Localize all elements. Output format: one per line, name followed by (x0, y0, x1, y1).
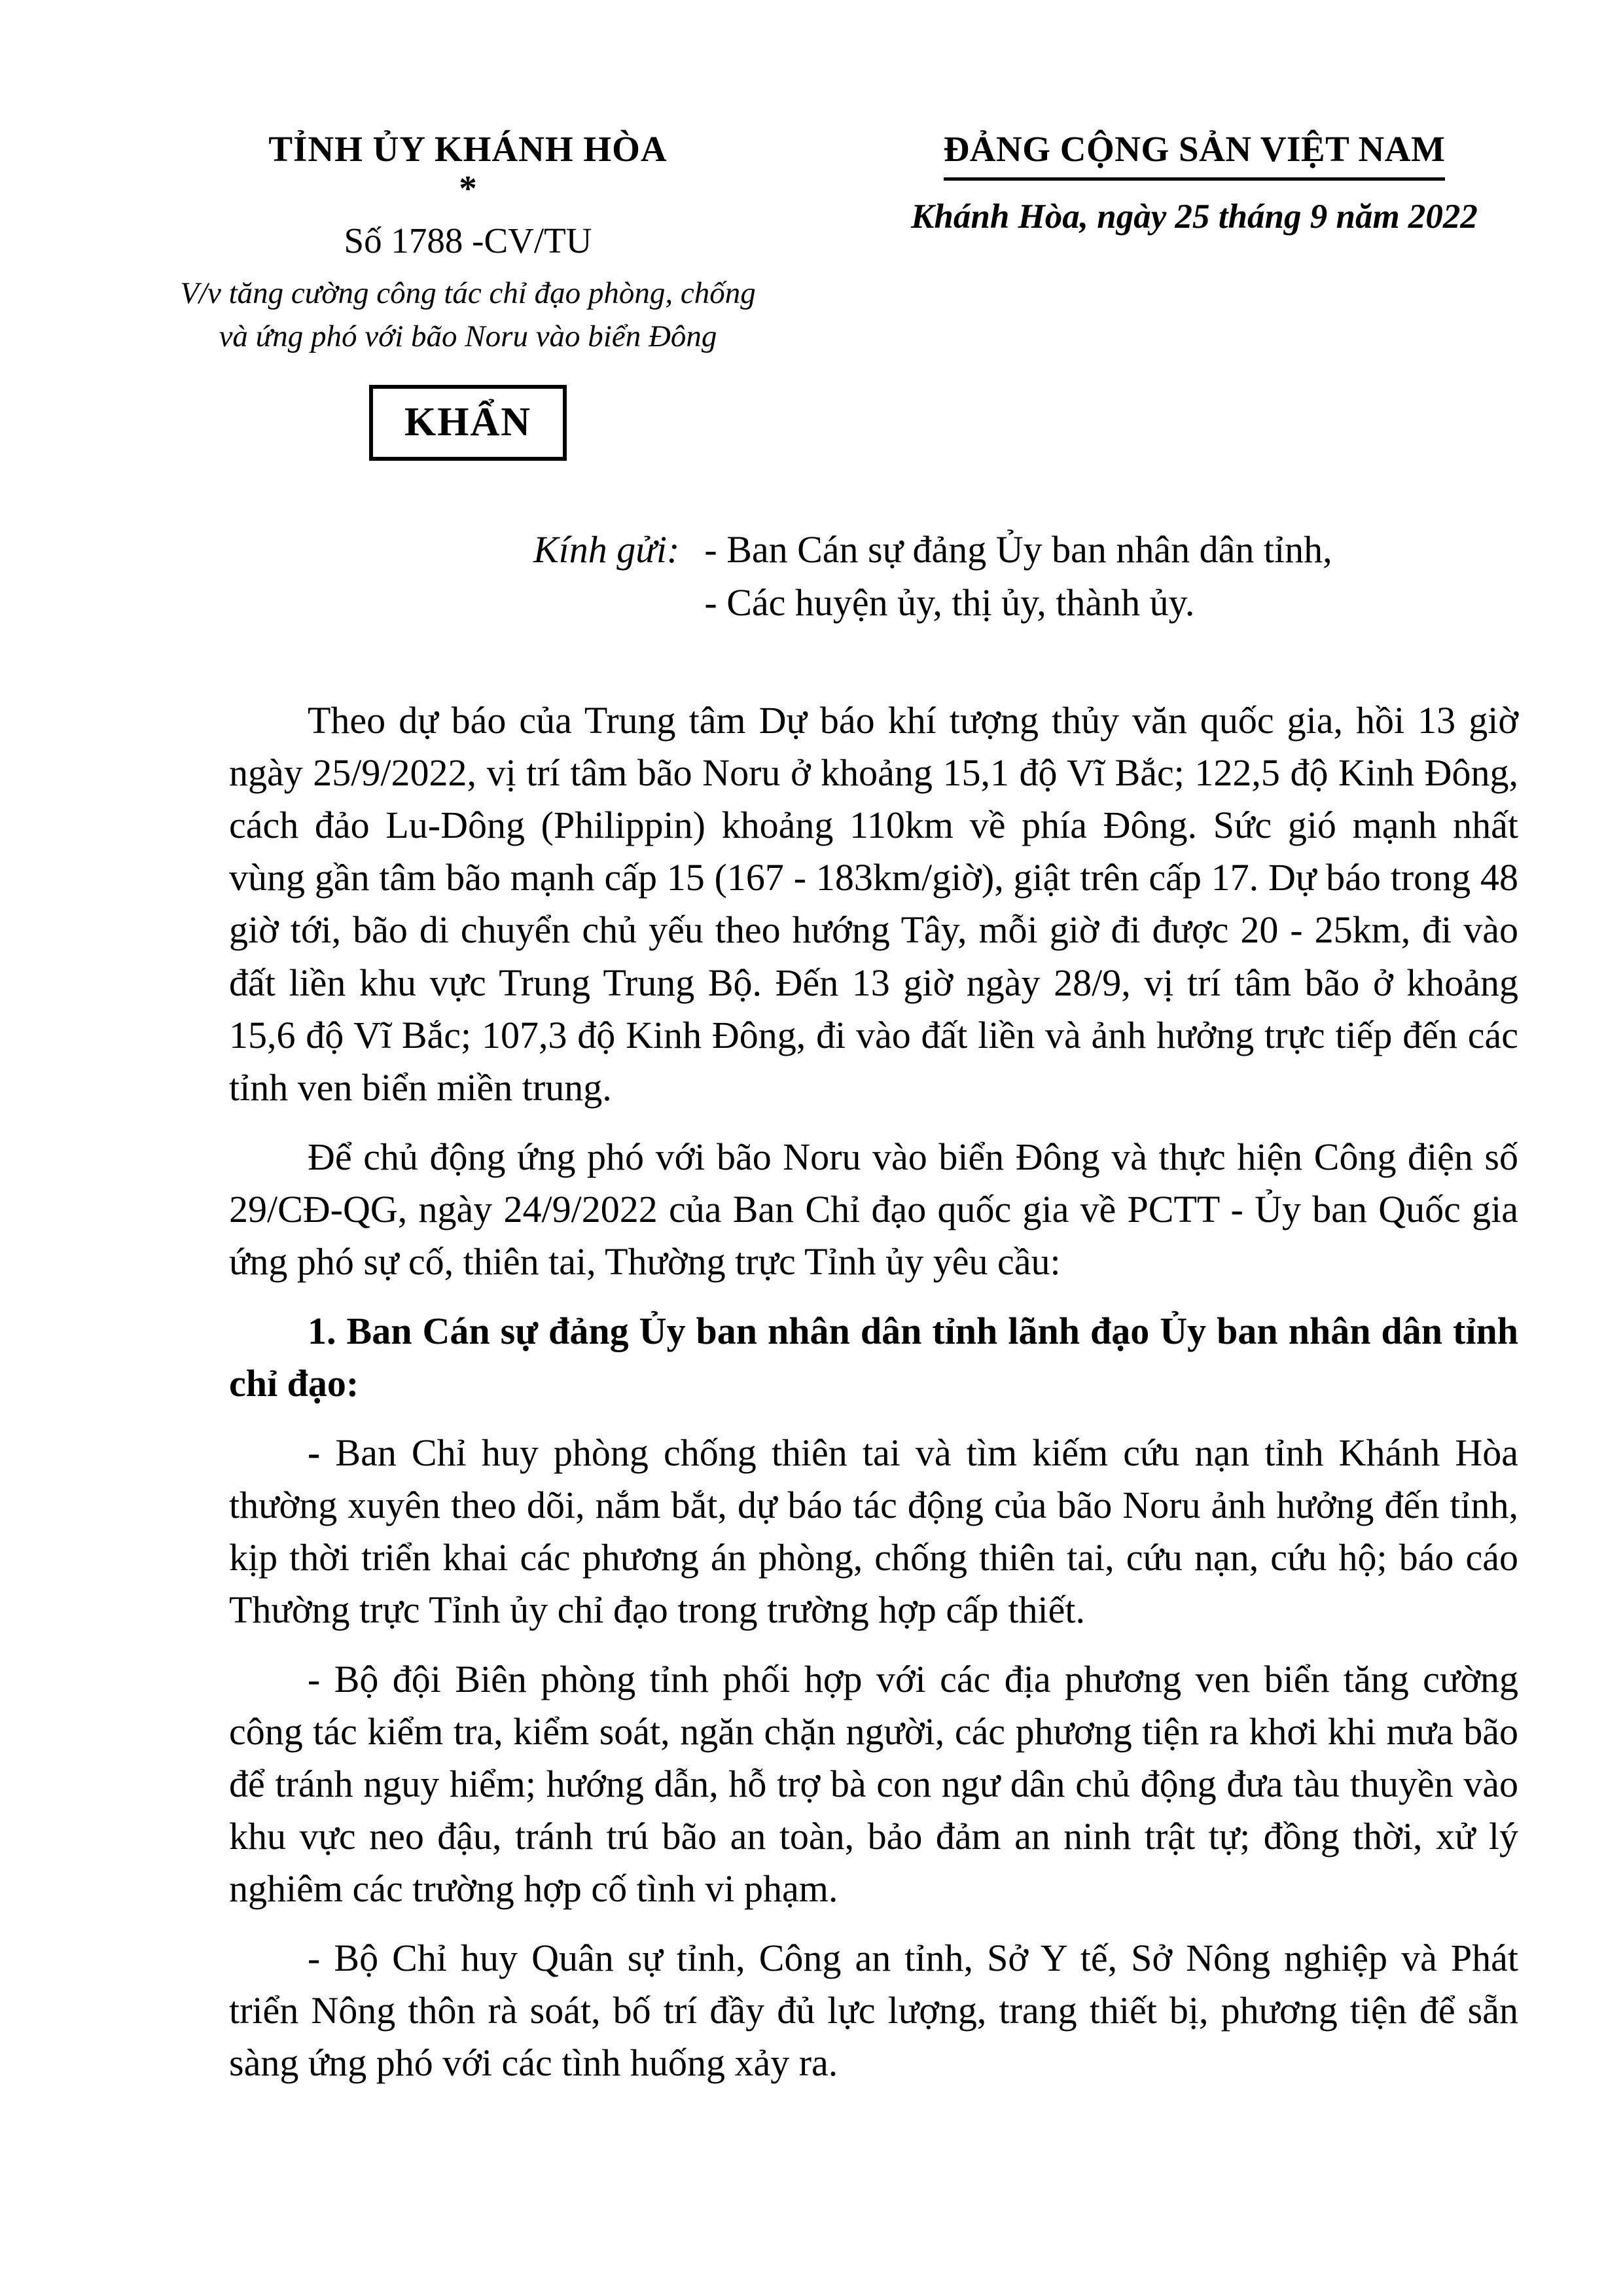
urgency-stamp: KHẨN (369, 385, 567, 461)
document-number: Số 1788 -CV/TU (344, 220, 592, 260)
party-header-block (870, 128, 1518, 238)
org-name: TỈNH ỦY KHÁNH HÒA (268, 129, 668, 169)
place-and-date: Khánh Hòa, ngày 25 tháng 9 năm 2022 (911, 198, 1478, 236)
issuing-org-block (108, 128, 828, 461)
body-paragraph-1: Theo dự báo của Trung tâm Dự báo khí tượng thủy văn quốc gia, hồi 13 giờ ngày 25/9/2022, vị trí tâm bão Noru ở khoảng 15,1 độ Vĩ Bắc; 122,5 độ Kinh Đông, cách đảo Lu-Dông (Philippin) khoảng 110km về phía Đông. Sức gió mạnh nhất vùng gần tâm bão mạnh cấp 15 (167 - 183km/giờ), giật trên cấp 17. Dự báo trong 48 giờ tới, bão di chuyển chủ yếu theo hướng Tây, mỗi giờ đi được 20 - 25km, đi vào đất liền khu vực Trung Trung Bộ. Đến 13 giờ ngày 28/9, vị trí tâm bão ở khoảng 15,6 độ Vĩ Bắc; 107,3 độ Kinh Đông, đi vào đất liền và ảnh hưởng trực tiếp đến các tỉnh ven biển miền trung. (229, 699, 1518, 1109)
separator-star: * (459, 168, 477, 208)
urgency-stamp-wrap (108, 385, 828, 461)
recipient-line-1: - Ban Cán sự đảng Ủy ban nhân dân tỉnh, (704, 528, 1332, 571)
bullet-paragraph-1 (229, 1427, 1518, 1636)
body-paragraph-2: Để chủ động ứng phó với bão Noru vào biển Đông và thực hiện Công điện số 29/CĐ-QG, ngày 24/9/2022 của Ban Chỉ đạo quốc gia về PCTT - Ủy ban Quốc gia ứng phó sự cố, thiên tai, Thường trực Tỉnh ủy yêu cầu: (229, 1135, 1518, 1283)
section-heading-1: 1. Ban Cán sự đảng Ủy ban nhân dân tỉnh lãnh đạo Ủy ban nhân dân tỉnh chỉ đạo: (229, 1309, 1518, 1405)
subject-line-2: và ứng phó với bão Noru vào biển Đông (219, 319, 717, 354)
document-header (0, 0, 1623, 461)
bullet-paragraph-3: - Bộ Chỉ huy Quân sự tỉnh, Công an tỉnh, Sở Y tế, Sở Nông nghiệp và Phát triển Nông thôn rà soát, bố trí đầy đủ lực lượng, trang thiết bị, phương tiện để sẵn sàng ứng phó với các tình huống xảy ra. (229, 1937, 1518, 2085)
bullet-1-dash: - (308, 1431, 321, 1474)
bullet-1-text: Ban Chỉ huy phòng chống thiên tai và tìm kiếm cứu nạn tỉnh Khánh Hòa thường xuyên theo dõi, nắm bắt, dự báo tác động của bão Noru ảnh hưởng đến tỉnh, kịp thời triển khai các phương án phòng, chống thiên tai, cứu nạn, cứu hộ; báo cáo Thường trực Tỉnh ủy chỉ đạo trong trường hợp cấp thiết. (229, 1431, 1518, 1631)
bullet-paragraph-2: - Bộ đội Biên phòng tỉnh phối hợp với các địa phương ven biển tăng cường công tác kiểm tra, kiểm soát, ngăn chặn người, các phương tiện ra khơi khi mưa bão để tránh nguy hiểm; hướng dẫn, hỗ trợ bà con ngư dân chủ động đưa tàu thuyền vào khu vực neo đậu, tránh trú bão an toàn, bảo đảm an ninh trật tự; đồng thời, xử lý nghiêm các trường hợp cố tình vi phạm. (229, 1657, 1518, 1910)
document-body (229, 694, 1518, 2089)
party-name: ĐẢNG CỘNG SẢN VIỆT NAM (944, 128, 1446, 181)
salutation: Kính gửi: (533, 528, 680, 571)
recipients-block (533, 523, 1518, 629)
party-name-line (870, 128, 1518, 181)
subject-block (108, 272, 828, 359)
recipient-list (704, 523, 1332, 629)
recipient-line-2: - Các huyện ủy, thị ủy, thành ủy. (704, 581, 1195, 624)
subject-line-1: V/v tăng cường công tác chỉ đạo phòng, chống (180, 276, 756, 310)
